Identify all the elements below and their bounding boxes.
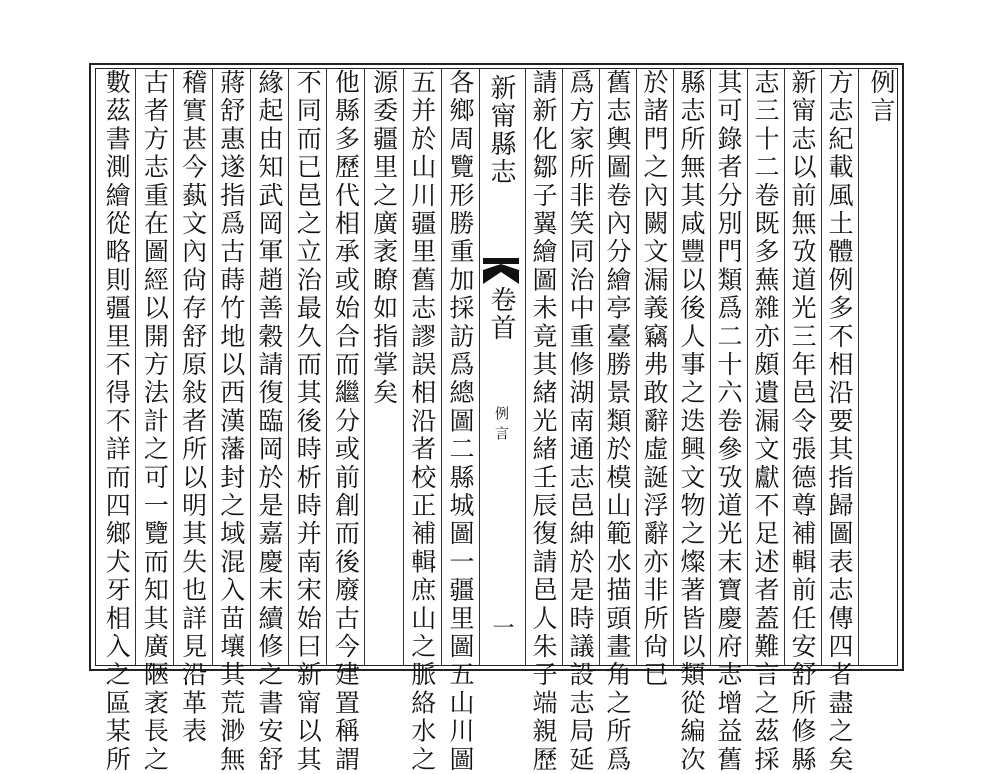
text-column: 舊志輿圖卷內分繪亭臺勝景類於模山範水描頭畫角之所爲 bbox=[603, 69, 632, 774]
book-title: 新甯縣志 bbox=[486, 74, 516, 186]
column-rule bbox=[784, 68, 785, 666]
column-rule bbox=[479, 68, 480, 666]
text-column: 志三十二卷既多蕪雜亦頗遺漏文獻不足述者蓋難言之茲採 bbox=[751, 69, 780, 774]
column-rule bbox=[441, 68, 442, 666]
text-column: 他縣多歷代相承或始合而繼分或前創而後廢古今建置稱謂 bbox=[331, 69, 361, 774]
text-column: 緣起由知武岡軍趙善穀請復臨岡於是嘉慶末續修之書安舒 bbox=[254, 69, 284, 774]
text-column: 於諸門之內闕文漏義竊弗敢辭虛誕浮辭亦非所尙已 bbox=[640, 69, 669, 690]
text-column: 五并於山川疆里舊志謬誤相沿者校正補輯庶山之脈絡水之 bbox=[407, 69, 437, 774]
text-column: 爲方家所非笑同治中重修湖南通志邑紳於是時議設志局延 bbox=[566, 69, 595, 774]
page-number: 一 bbox=[489, 616, 514, 638]
text-column: 不同而已邑之立治最久而其後時析時并南宋始曰新甯以其 bbox=[293, 69, 323, 774]
section-heading: 例言 bbox=[867, 69, 896, 126]
column-rule bbox=[364, 68, 365, 666]
column-rule bbox=[562, 68, 563, 666]
text-column: 古者方志重在圖經以開方法計之可一覽而知其廣陿袤長之 bbox=[140, 69, 170, 774]
text-column: 數茲書測繪從略則疆里不得不詳而四鄉犬牙相入之區某所 bbox=[102, 69, 132, 774]
column-rule bbox=[212, 68, 213, 666]
column-rule bbox=[403, 68, 404, 666]
column-rule bbox=[326, 68, 327, 666]
text-column: 請新化鄒子翼繪圖未竟其緒光緒壬辰復請邑人朱子端親歷 bbox=[529, 69, 558, 774]
column-rule bbox=[673, 68, 674, 666]
text-column: 縣志所無其咸豐以後人事之迭興文物之燦著皆以類從編次 bbox=[677, 69, 706, 774]
text-column: 源委疆里之廣袤瞭如指掌矣 bbox=[369, 69, 399, 408]
volume-label: 卷首 bbox=[486, 286, 516, 342]
text-column: 稽實甚今蓺文內尙存舒原敍者所以明其失也詳見沿革表 bbox=[178, 69, 208, 746]
column-rule bbox=[821, 68, 822, 666]
text-column: 其可錄者分別門類爲二十六卷參攷道光末寶慶府志增益舊 bbox=[714, 69, 743, 774]
column-rule bbox=[135, 68, 136, 666]
column-rule bbox=[599, 68, 600, 666]
column-rule bbox=[747, 68, 748, 666]
center-band bbox=[479, 68, 523, 666]
section-label: 例言 bbox=[493, 406, 509, 446]
column-rule bbox=[288, 68, 289, 666]
heading-column bbox=[861, 69, 901, 664]
column-rule bbox=[710, 68, 711, 666]
text-column: 新甯志以前無攷道光三年邑令張德尊補輯前任安舒所修縣 bbox=[788, 69, 817, 774]
column-rule bbox=[173, 68, 174, 666]
fishtail-mark-icon bbox=[481, 256, 521, 286]
column-rule bbox=[250, 68, 251, 666]
text-column: 方志紀載風土體例多不相沿要其指歸圖表志傳四者盡之矣 bbox=[825, 69, 854, 774]
column-rule bbox=[525, 68, 526, 666]
column-rule bbox=[858, 68, 859, 666]
text-column: 各鄉周覽形勝重加採訪爲總圖二縣城圖一疆里圖五山川圖 bbox=[445, 69, 475, 774]
text-column: 蔣舒惠遂指爲古蒔竹地以西漢藩封之域混入苗壤其荒渺無 bbox=[216, 69, 246, 774]
column-rule bbox=[636, 68, 637, 666]
